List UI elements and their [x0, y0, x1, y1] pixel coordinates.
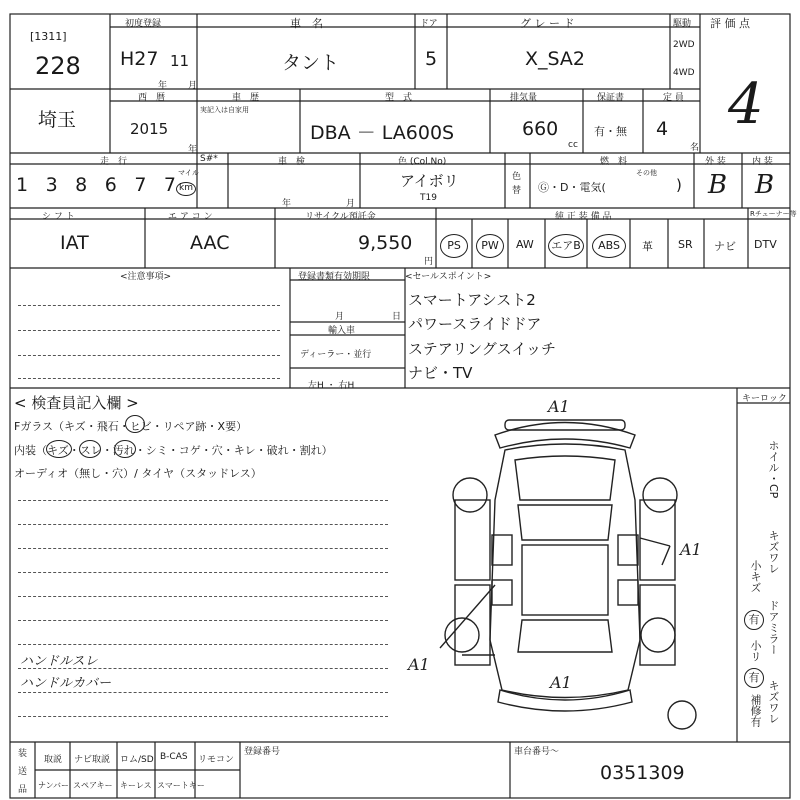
interior-condition-line: 内装（キズ・スレ・汚れ・シミ・コゲ・穴・キレ・破れ・割れ）: [14, 444, 333, 457]
interior-rub-circle: [79, 440, 101, 458]
mileage-digit: 6: [104, 174, 117, 196]
equipment-aw: AW: [516, 238, 534, 251]
capacity-unit: 名: [690, 143, 700, 153]
exterior-label: 外 装: [705, 157, 726, 167]
side-note-has-circle: 有: [744, 610, 764, 630]
mileage-digit: 1: [16, 174, 29, 196]
equipment-ps: PS: [440, 234, 468, 258]
mileage-digit: 3: [45, 174, 58, 196]
steering-side: 左H ・ 右H: [308, 381, 355, 391]
footer-item: ロム/SD: [120, 755, 154, 765]
score-value: 4: [728, 72, 764, 137]
fuel-label: 燃 料: [600, 157, 628, 167]
color-value: アイボリ: [400, 172, 459, 190]
mileage-unit-mile: マイル: [178, 169, 199, 177]
car-name: タント: [282, 52, 340, 74]
footer-item: リモコン: [198, 755, 235, 765]
side-note-wheel: ホイル・CP: [767, 440, 780, 499]
history-note: 実記入は自家用: [200, 106, 249, 114]
sales-point: パワースライドドア: [408, 315, 542, 333]
doors-label: ドア: [420, 19, 438, 29]
mileage-digit: 7: [134, 174, 147, 196]
audio-tire-line: オーディオ（無し・穴）/ タイヤ（スタッドレス）: [14, 467, 262, 480]
recycle-value: 9,550: [358, 232, 413, 254]
fuel-options: Ⓖ・D・電気(: [538, 181, 606, 194]
sales-label: <セールスポイント>: [405, 272, 492, 282]
mileage-digit: 8: [75, 174, 88, 196]
mileage-digits: [16, 174, 176, 196]
equipment-pw: PW: [476, 234, 504, 258]
shift-value: IAT: [60, 232, 89, 254]
reg-doc-label: 登録書類有効期限: [298, 272, 371, 282]
equipment-abs: ABS: [592, 234, 626, 258]
footer-col-label: 装: [18, 749, 28, 759]
sno-label: S#*: [200, 154, 218, 164]
equipment-navi: ナビ: [714, 240, 736, 253]
color-code: T19: [420, 193, 437, 203]
western-year: 2015: [130, 120, 169, 138]
footer-col-label: 品: [18, 785, 28, 795]
first-reg-era-year: H27: [120, 48, 159, 70]
handwritten-note: ハンドルカバー: [20, 676, 112, 691]
grade-value: X_SA2: [525, 48, 586, 70]
import-label: 輸入車: [328, 326, 356, 336]
doors-value: 5: [425, 48, 438, 70]
score-label: 評 価 点: [710, 17, 750, 30]
mileage-unit-km: km: [176, 182, 196, 196]
glass-chip-circle: [125, 415, 145, 433]
lot-label: [1311]: [30, 30, 67, 43]
equipment-airbag: エアB: [548, 234, 584, 258]
western-label: 西 暦: [138, 93, 166, 103]
equipment-dtv: DTV: [754, 238, 777, 251]
cc-unit: cc: [568, 140, 578, 150]
sales-point: ナビ・TV: [408, 364, 473, 382]
sales-point: ステアリングスイッチ: [408, 340, 557, 358]
footer-item: ナビ取説: [74, 755, 111, 765]
warranty-label: 保証書: [597, 93, 625, 103]
color-label: 色 (Col.No): [398, 157, 447, 167]
model-label: 型 式: [385, 93, 413, 103]
car-damage-diagram: [400, 390, 730, 740]
side-note-mirror: ドアミラー: [767, 600, 780, 655]
lot-number: 228: [35, 52, 81, 80]
side-note-small-2: 小リ: [749, 640, 762, 662]
month-unit: 月: [188, 81, 198, 91]
damage-mark-front: A1: [548, 397, 570, 416]
grade-label: グ レ ー ド: [520, 17, 575, 30]
equipment-sr: SR: [678, 238, 693, 251]
mileage-label: 走 行: [100, 157, 128, 167]
reg-day: 日: [392, 312, 402, 322]
dealer-parallel: ディーラー・並行: [300, 350, 372, 360]
drive-4wd: 4WD: [673, 68, 695, 78]
car-name-label: 車 名: [290, 17, 323, 30]
footer-item: 取説: [44, 755, 63, 765]
drive-2wd: 2WD: [673, 40, 695, 50]
reg-month: 月: [335, 312, 345, 322]
region: 埼玉: [38, 109, 77, 131]
reg-no-label: 登録番号: [244, 747, 281, 757]
fuel-close: ): [676, 176, 682, 194]
ac-value: AAC: [190, 232, 230, 254]
glass-line: Fガラス（キズ・飛石・ヒビ・リペア跡・X要）: [14, 420, 248, 433]
sales-point: スマートアシスト2: [408, 291, 536, 309]
side-note-scratch: キズワレ: [767, 530, 780, 574]
exterior-value: B: [708, 170, 728, 200]
ac-label: エ ア コ ン: [168, 212, 213, 222]
footer-col-label: 送: [18, 767, 28, 777]
color-change-label: 色替: [512, 172, 522, 196]
side-note-repair: 補修有: [749, 694, 762, 727]
chassis-label: 車台番号～: [514, 747, 560, 757]
first-reg-month: 11: [170, 52, 190, 70]
year-unit-2: 年: [188, 145, 198, 155]
chassis-number: 0351309: [600, 762, 685, 784]
equipment-leather: 革: [642, 240, 653, 253]
inspection-year-unit: 年: [282, 199, 292, 209]
footer-item: スペアキー: [73, 781, 113, 790]
shift-label: シ フ ト: [42, 212, 75, 222]
first-reg-label: 初度登録: [125, 19, 162, 29]
yen-unit: 円: [424, 257, 434, 267]
inspection-label: 車 検: [278, 157, 306, 167]
history-label: 車 歴: [232, 93, 260, 103]
tuner-label: Rチューナー等: [750, 210, 797, 218]
recycle-label: リサイクル預託金: [305, 212, 376, 222]
capacity-value: 4: [656, 118, 669, 140]
notes-label: <注意事項>: [120, 272, 172, 282]
handwritten-note: ハンドルスレ: [20, 654, 98, 669]
side-note-mirror-scratch: キズワレ: [767, 680, 780, 724]
drive-label: 駆動: [673, 19, 692, 29]
side-note-has-circle-2: 有: [744, 668, 764, 688]
footer-item: ナンバー: [38, 781, 70, 790]
inspection-month-unit: 月: [346, 199, 356, 209]
damage-mark-rear: A1: [550, 673, 572, 692]
model-value: DBA － LA600S: [310, 122, 455, 144]
footer-item: スマートキー: [157, 781, 205, 790]
displacement-label: 排気量: [510, 93, 538, 103]
fuel-other: その他: [636, 169, 657, 177]
capacity-label: 定 員: [663, 93, 684, 103]
side-note-small: 小キズ: [749, 560, 762, 593]
inspector-title: < 検査員記入欄 >: [14, 394, 139, 412]
warranty-value: 有・無: [594, 125, 627, 138]
damage-mark-left: A1: [408, 655, 430, 674]
damage-mark-right: A1: [680, 540, 702, 559]
footer-item: B-CAS: [160, 752, 188, 762]
mileage-digit: 7: [163, 174, 176, 196]
displacement-value: 660: [522, 118, 559, 140]
footer-item: キーレス: [120, 781, 152, 790]
interior-dirt-circle: [114, 440, 136, 458]
interior-label: 内 装: [752, 157, 773, 167]
year-unit: 年: [158, 81, 168, 91]
interior-scratch-circle: [46, 440, 72, 458]
keylock-label: キーロック: [742, 394, 787, 404]
equipment-label: 純 正 装 備 品: [555, 212, 612, 222]
interior-value: B: [755, 170, 775, 200]
